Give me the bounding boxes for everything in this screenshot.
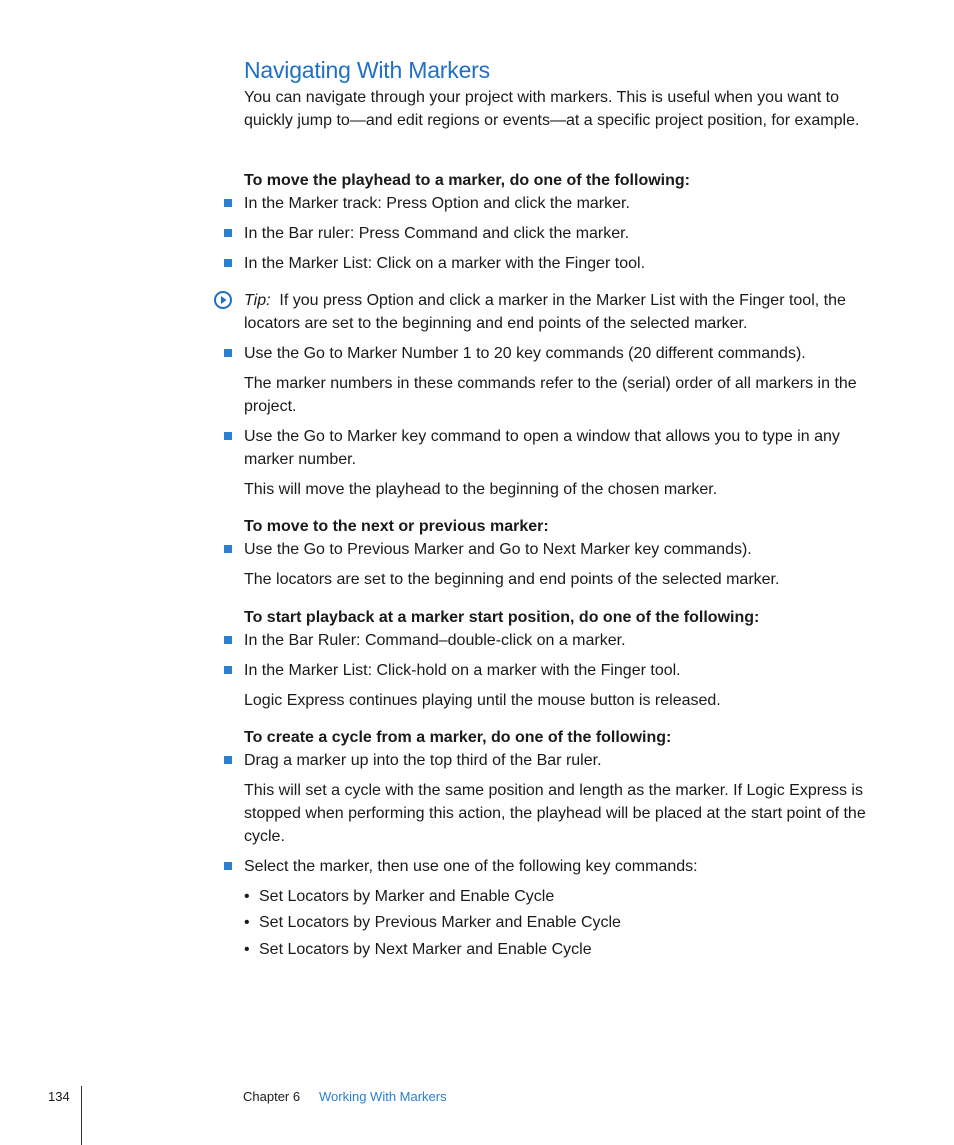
chapter-title: Working With Markers <box>319 1089 447 1104</box>
footer-divider <box>81 1086 82 1145</box>
list-item: Select the marker, then use one of the following key commands: <box>244 858 698 875</box>
square-bullet-icon <box>224 259 232 267</box>
tip-text: If you press Option and click a marker in the Marker List with the Finger tool, the locators are set to the beginning and end points of the selected marker. <box>244 292 846 332</box>
move-playhead-lead: To move the playhead to a marker, do one of the following: <box>244 172 690 189</box>
list-item-note: This will move the playhead to the beginning of the chosen marker. <box>244 481 718 498</box>
tip-paragraph <box>244 289 869 335</box>
list-item: Use the Go to Marker key command to open a window that allows you to type in any marker number. <box>244 428 840 468</box>
list-item: In the Marker List: Click on a marker with the Finger tool. <box>244 255 646 272</box>
sub-list-item: Set Locators by Next Marker and Enable Cycle <box>259 941 592 958</box>
tip-label: Tip: <box>244 292 271 309</box>
square-bullet-icon <box>224 229 232 237</box>
list-item-note: Logic Express continues playing until the mouse button is released. <box>244 692 721 709</box>
list-item: Use the Go to Previous Marker and Go to Next Marker key commands). <box>244 541 752 558</box>
square-bullet-icon <box>224 862 232 870</box>
dot-bullet-icon: • <box>244 941 250 958</box>
list-item: In the Marker track: Press Option and click the marker. <box>244 195 630 212</box>
list-item: In the Marker List: Click-hold on a marker with the Finger tool. <box>244 662 681 679</box>
square-bullet-icon <box>224 545 232 553</box>
chapter-label: Chapter 6 <box>243 1089 301 1104</box>
sub-list-item: Set Locators by Previous Marker and Enable Cycle <box>259 914 621 931</box>
list-item: Use the Go to Marker Number 1 to 20 key commands (20 different commands). <box>244 345 806 362</box>
list-item: Drag a marker up into the top third of the Bar ruler. <box>244 752 602 769</box>
list-item-note: This will set a cycle with the same position and length as the marker. If Logic Express is stopped when performing this action, the playhead will be placed at the start point of the cycle. <box>244 782 866 845</box>
list-item: In the Bar ruler: Press Command and click the marker. <box>244 225 630 242</box>
dot-bullet-icon: • <box>244 888 250 905</box>
square-bullet-icon <box>224 636 232 644</box>
sub-list-item: Set Locators by Marker and Enable Cycle <box>259 888 555 905</box>
square-bullet-icon <box>224 199 232 207</box>
list-item-note: The locators are set to the beginning and end points of the selected marker. <box>244 571 780 588</box>
square-bullet-icon <box>224 432 232 440</box>
next-prev-lead: To move to the next or previous marker: <box>244 518 549 535</box>
square-bullet-icon <box>224 756 232 764</box>
cycle-lead: To create a cycle from a marker, do one of the following: <box>244 729 672 746</box>
list-item: In the Bar Ruler: Command–double-click on a marker. <box>244 632 626 649</box>
tip-arrow-icon <box>214 291 232 309</box>
square-bullet-icon <box>224 666 232 674</box>
intro-paragraph: You can navigate through your project with markers. This is useful when you want to quickly jump to—and edit regions or events—at a specific project position, for example. <box>244 89 860 129</box>
dot-bullet-icon: • <box>244 914 250 931</box>
page-number: 134 <box>48 1089 70 1104</box>
playback-lead: To start playback at a marker start position, do one of the following: <box>244 609 760 626</box>
square-bullet-icon <box>224 349 232 357</box>
section-title: Navigating With Markers <box>244 57 490 83</box>
list-item-note: The marker numbers in these commands refer to the (serial) order of all markers in the project. <box>244 375 857 415</box>
